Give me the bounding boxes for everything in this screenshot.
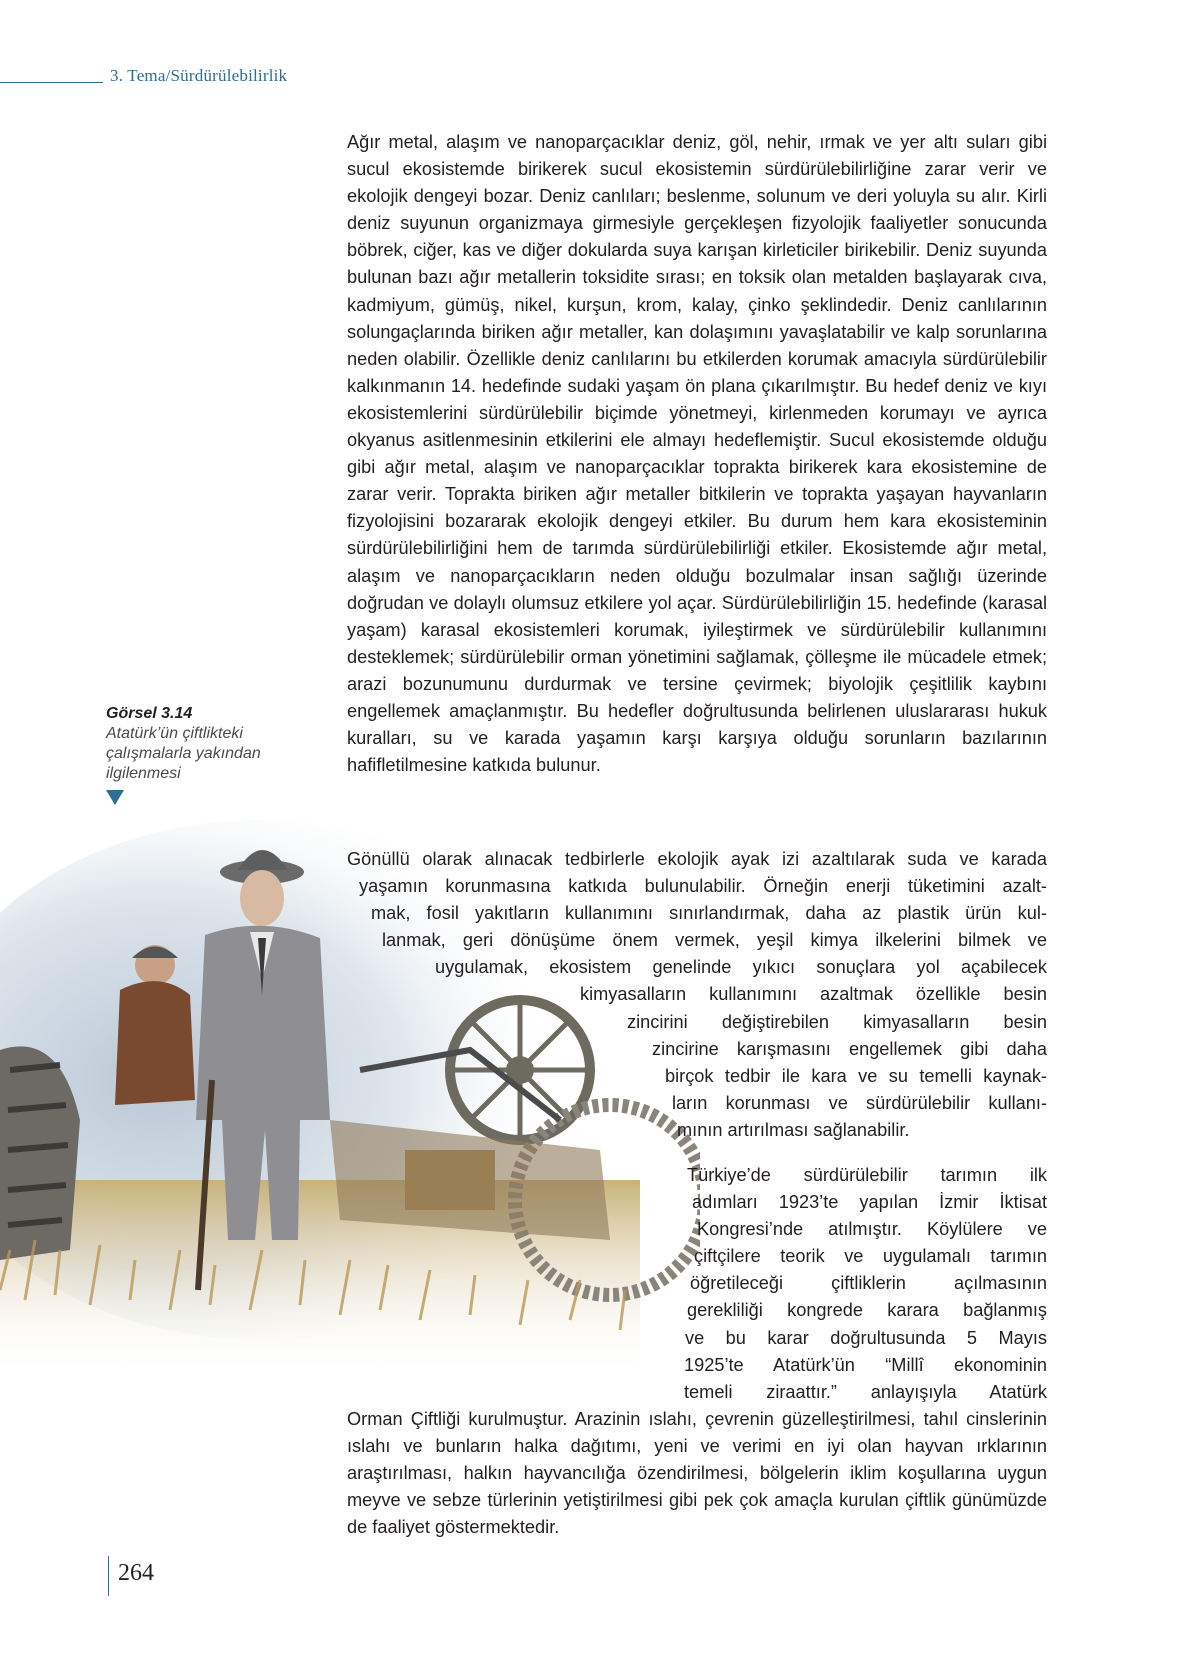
caption-line: Atatürk’ün çiftlikteki <box>106 725 243 742</box>
body-paragraph-1: Ağır metal, alaşım ve nanoparçacıklar deniz, göl, nehir, ırmak ve yer altı suları gibi sucul ekosistemde birikerek sucul ekosistemin sürdürülebilirliğine zarar verir ve ekolojik dengeyi bozar. Deniz canlıları; beslenme, solunum ve deri yoluyla su alır. Kirli deniz suyunun organizmaya girmesiyle gerçekleşen fizyolojik faaliyetler sonucunda böbrek, ciğer, kas ve diğer dokularda suya karışan kirleticiler birikebilir. Deniz suyunda bulunan bazı ağır metallerin toksidite sırası; en toksik olan metalden başlayarak cıva, kadmiyum, gümüş, nikel, kurşun, krom, kalay, çinko şeklindedir. Deniz canlılarının solungaçlarında biriken ağır metaller, kan dolaşımını yavaşlatabilir ve kalp sorunlarına neden olabilir. Özellikle deniz canlılarını bu etkilerden korumak amacıyla sürdürülebilir kalkınmanın 14. hedefinde sudaki yaşam ön plana çıkarılmıştır. Bu hedef deniz ve kıyı ekosistemlerini sürdürülebilir biçimde yönetmeyi, kirlenmeden korumayı ve ayrıca okyanus asitlenmesinin etkilerini ele almayı hedeflemiştir. Sucul ekosistemde olduğu gibi ağır metal, alaşım ve nanoparçacıklar toprakta birikerek kara ekosistemine de zarar verir. Toprakta biriken ağır metaller bitkilerin ve toprakta yaşayan hayvanların fizyolojisini bozararak ekolojik dengeyi etkiler. Bu durum hem kara ekosisteminin sürdürülebilirliğini hem de tarımda sürdürülebilirliği etkiler. Ekosistemde ağır metal, alaşım ve nanoparçacıkların neden olduğu bozulmalar insan sağlığı üzerinde doğrudan ve dolaylı olumsuz etkilere yol açar. Sürdürülebilirliğin 15. hedefinde (karasal yaşam) karasal ekosistemleri korumak, iyileştirmek ve sürdürülebilir kullanımını desteklemek; sürdürülebilir orman yönetimini sağlamak, çölleşme ile mücadele etmek; arazi bozunumunu durdurmak ve tersine çevirmek; biyolojik çeşitlilik kaybını engellemek amaçlanmıştır. Bu hedefler doğrultusunda belirlenen uluslararası hukuk kuralları, su ve karada yaşamın karşı karşıya olduğu sorunların bazılarının hafifletilmesine katkıda bulunur. <box>347 132 1047 776</box>
figure-caption <box>106 704 306 805</box>
paragraph-line: zincirine karışmasını engellemek gibi daha <box>652 1038 1047 1059</box>
paragraph-line: uygulamak, ekosistem genelinde yıkıcı sonuçlara yol açabilecek <box>435 957 1047 978</box>
paragraph-line: mak, fosil yakıtların kullanımını sınırlandırmak, daha az plastik ürün kul- <box>371 903 1047 924</box>
paragraph-line: Kongresi’nde atılmıştır. Köylülere ve <box>697 1219 1047 1240</box>
caption-line: ilgilenmesi <box>106 765 181 782</box>
paragraph-line: Türkiye’de sürdürülebilir tarımın ilk <box>687 1165 1047 1185</box>
paragraph-line: 1925’te Atatürk’ün “Millî ekonominin <box>684 1354 1047 1375</box>
paragraph-line: birçok tedbir ile kara ve su temelli kaynak- <box>665 1065 1047 1086</box>
body-paragraph-2 <box>347 846 1047 1144</box>
paragraph-line: adımları 1923’te yapılan İzmir İktisat <box>692 1192 1047 1213</box>
paragraph-line: gerekliliği kongrede karara bağlanmış <box>687 1300 1047 1321</box>
paragraph-line: ve bu karar doğrultusunda 5 Mayıs <box>685 1327 1047 1348</box>
triangle-down-icon <box>106 790 124 805</box>
paragraph-line: kimyasalların kullanımını azaltmak özellikle besin <box>580 984 1047 1005</box>
body-paragraph-3 <box>347 1162 1047 1541</box>
paragraph-line: ların korunması ve sürdürülebilir kullanı- <box>672 1092 1047 1113</box>
paragraph-line: lanmak, geri dönüşüme önem vermek, yeşil kimya ilkelerini bilmek ve <box>382 930 1047 951</box>
paragraph-tail: Orman Çiftliği kurulmuştur. Arazinin ıslahı, çevrenin güzelleştirilmesi, tahıl cinslerinin ıslahı ve bunların halka dağıtımı, yeni ve verimi en iyi olan hayvan ırklarının araştırılması, halkın hayvancılığa özendirilmesi, bölgelerin iklim koşullarına uygun meyve ve sebze türlerinin yetiştirilmesi gibi pek çok amaçla kurulan çiftlik günümüzde de faaliyet göstermektedir. <box>347 1408 1047 1538</box>
caption-title: Görsel 3.14 <box>106 705 193 722</box>
header-rule <box>0 82 103 83</box>
footer-rule <box>108 1556 109 1596</box>
paragraph-line: çiftçilere teorik ve uygulamalı tarımın <box>694 1246 1047 1267</box>
page-number: 264 <box>118 1560 154 1586</box>
paragraph-line: zincirini değiştirebilen kimyasalların besin <box>627 1011 1047 1032</box>
section-label: 3. Tema/Sürdürülebilirlik <box>110 66 288 85</box>
paragraph-line: Gönüllü olarak alınacak tedbirlerle ekolojik ayak izi azaltılarak suda ve karada <box>347 849 1047 869</box>
paragraph-line: yaşamın korunmasına katkıda bulunulabilir. Örneğin enerji tüketimini azalt- <box>359 876 1047 897</box>
paragraph-line: temeli ziraattır.” anlayışıyla Atatürk <box>684 1381 1047 1402</box>
paragraph-line: mının artırılması sağlanabilir. <box>677 1119 910 1140</box>
paragraph-line: öğretileceği çiftliklerin açılmasının <box>690 1273 1047 1294</box>
caption-line: çalışmalarla yakından <box>106 745 261 762</box>
